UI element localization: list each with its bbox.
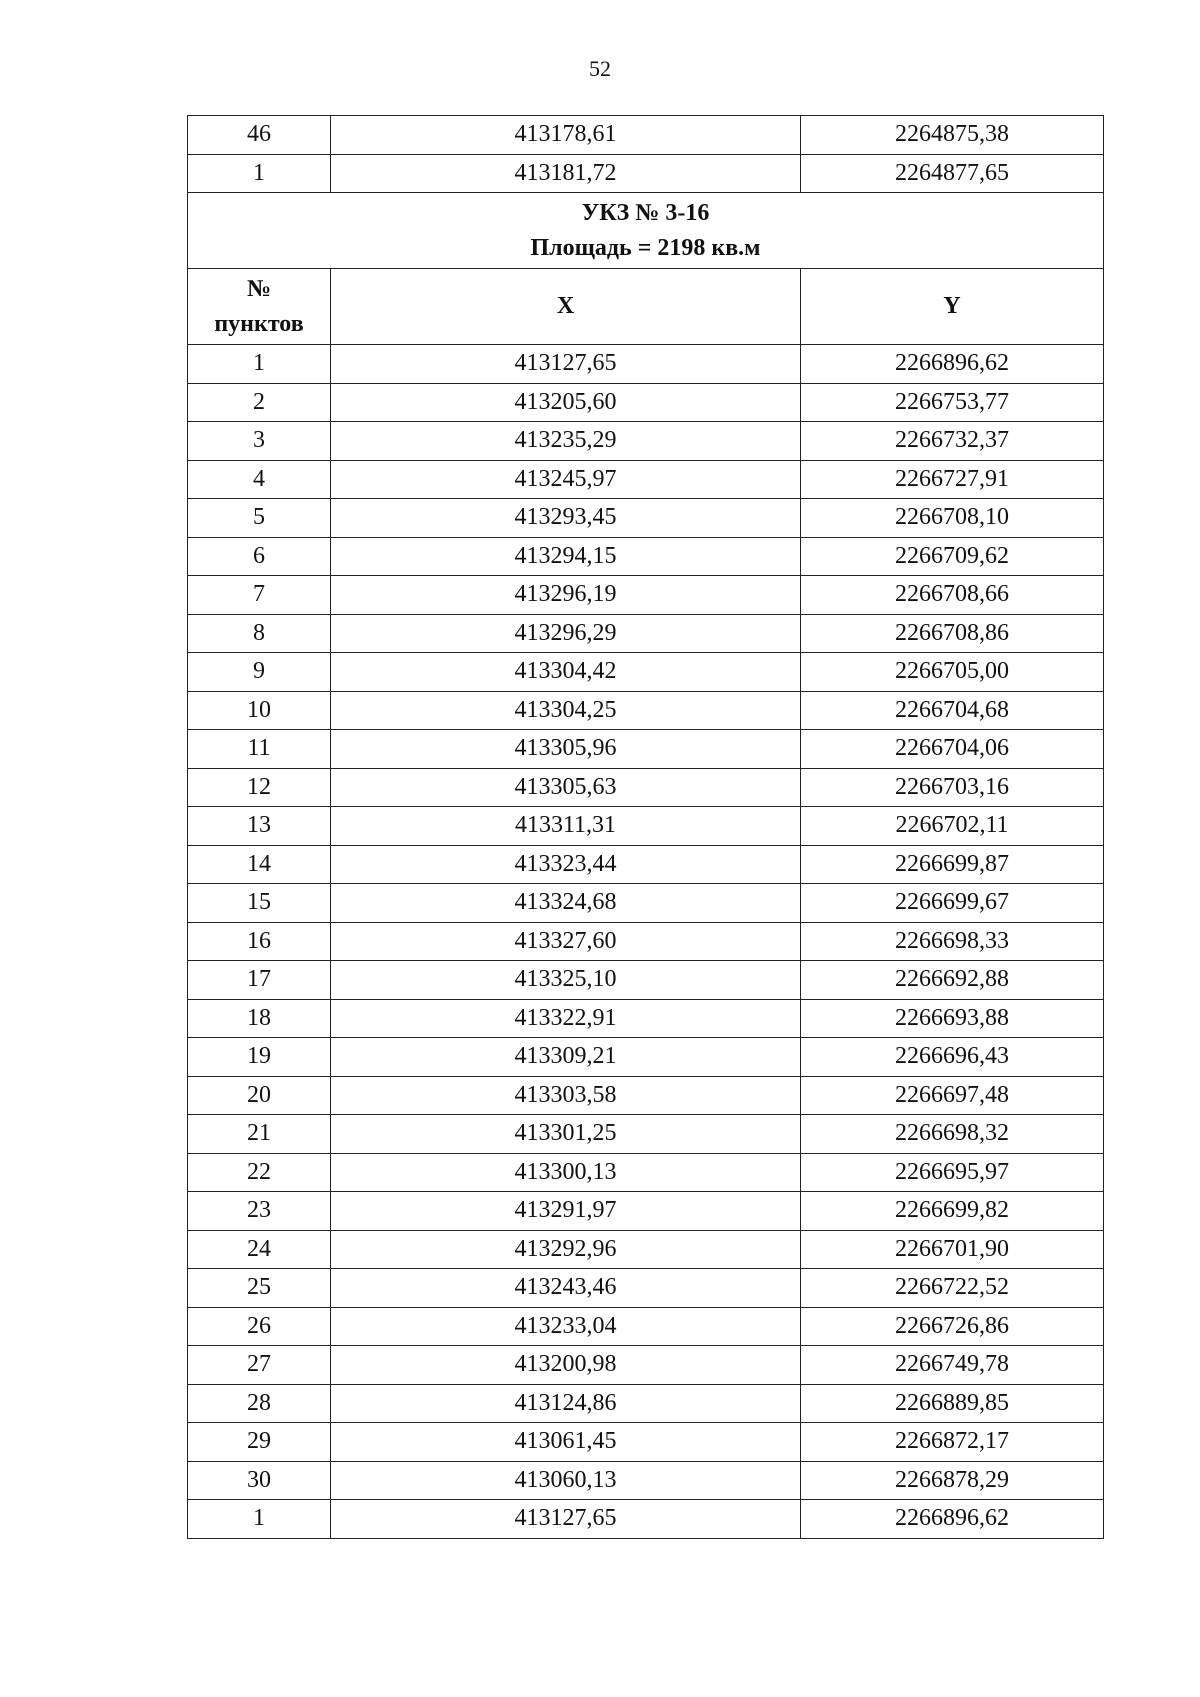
table-row — [188, 922, 1104, 961]
y-coordinate-cell: 2266727,91 — [801, 460, 1104, 499]
y-coordinate-cell: 2266704,68 — [801, 691, 1104, 730]
table-row — [188, 653, 1104, 692]
point-number-cell: 11 — [188, 730, 331, 769]
x-coordinate-cell: 413124,86 — [331, 1384, 801, 1423]
x-coordinate-cell: 413303,58 — [331, 1076, 801, 1115]
point-number-cell: 16 — [188, 922, 331, 961]
x-coordinate-cell: 413311,31 — [331, 807, 801, 846]
point-number-cell: 3 — [188, 422, 331, 461]
point-number-cell: 15 — [188, 884, 331, 923]
table-row — [188, 961, 1104, 1000]
point-number-cell: 1 — [188, 345, 331, 384]
point-number-cell: 7 — [188, 576, 331, 615]
table-row — [188, 845, 1104, 884]
point-number-cell: 12 — [188, 768, 331, 807]
section-area: Площадь = 2198 кв.м — [530, 234, 761, 261]
x-coordinate-cell: 413324,68 — [331, 884, 801, 923]
header-y: Y — [801, 269, 1104, 345]
point-number-cell: 13 — [188, 807, 331, 846]
point-number-cell: 29 — [188, 1423, 331, 1462]
table-row — [188, 768, 1104, 807]
table-row — [188, 1230, 1104, 1269]
table-row — [188, 999, 1104, 1038]
y-coordinate-cell: 2266699,82 — [801, 1192, 1104, 1231]
y-coordinate-cell: 2266698,33 — [801, 922, 1104, 961]
table-row — [188, 730, 1104, 769]
section-title-row — [188, 193, 1104, 269]
section-title: УКЗ № 3-16 — [581, 199, 710, 226]
coordinate-rows — [188, 345, 1104, 1539]
table-row — [188, 884, 1104, 923]
y-coordinate-cell: 2266698,32 — [801, 1115, 1104, 1154]
y-coordinate-cell: 2266702,11 — [801, 807, 1104, 846]
x-coordinate-cell: 413292,96 — [331, 1230, 801, 1269]
x-coordinate-cell: 413309,21 — [331, 1038, 801, 1077]
header-number-sign: № — [246, 275, 272, 302]
point-number-cell: 4 — [188, 460, 331, 499]
table-row — [188, 1115, 1104, 1154]
x-coordinate-cell: 413304,42 — [331, 653, 801, 692]
point-number-cell: 20 — [188, 1076, 331, 1115]
point-number-cell: 23 — [188, 1192, 331, 1231]
table-row — [188, 1076, 1104, 1115]
section-title-cell — [188, 193, 1104, 269]
table-row — [188, 576, 1104, 615]
y-coordinate-cell: 2264875,38 — [801, 116, 1104, 155]
x-coordinate-cell: 413327,60 — [331, 922, 801, 961]
table-row — [188, 1423, 1104, 1462]
section-header — [188, 193, 1104, 345]
x-coordinate-cell: 413200,98 — [331, 1346, 801, 1385]
y-coordinate-cell: 2266704,06 — [801, 730, 1104, 769]
y-coordinate-cell: 2266889,85 — [801, 1384, 1104, 1423]
table-row — [188, 1346, 1104, 1385]
x-coordinate-cell: 413293,45 — [331, 499, 801, 538]
table-row — [188, 1307, 1104, 1346]
point-number-cell: 24 — [188, 1230, 331, 1269]
y-coordinate-cell: 2266708,10 — [801, 499, 1104, 538]
point-number-cell: 21 — [188, 1115, 331, 1154]
table-row — [188, 1384, 1104, 1423]
x-coordinate-cell: 413127,65 — [331, 345, 801, 384]
y-coordinate-cell: 2264877,65 — [801, 154, 1104, 193]
y-coordinate-cell: 2266695,97 — [801, 1153, 1104, 1192]
y-coordinate-cell: 2266697,48 — [801, 1076, 1104, 1115]
point-number-cell: 10 — [188, 691, 331, 730]
table-row — [188, 499, 1104, 538]
page-number: 52 — [589, 56, 611, 81]
x-coordinate-cell: 413243,46 — [331, 1269, 801, 1308]
point-number-cell: 1 — [188, 154, 331, 193]
header-x: X — [331, 269, 801, 345]
point-number-cell: 9 — [188, 653, 331, 692]
table-row — [188, 422, 1104, 461]
header-point-number — [188, 269, 331, 345]
x-coordinate-cell: 413061,45 — [331, 1423, 801, 1462]
column-header-row — [188, 269, 1104, 345]
x-coordinate-cell: 413178,61 — [331, 116, 801, 155]
point-number-cell: 5 — [188, 499, 331, 538]
x-coordinate-cell: 413323,44 — [331, 845, 801, 884]
table-row — [188, 1461, 1104, 1500]
table-row — [188, 691, 1104, 730]
y-coordinate-cell: 2266699,87 — [801, 845, 1104, 884]
point-number-cell: 25 — [188, 1269, 331, 1308]
point-number-cell: 30 — [188, 1461, 331, 1500]
header-points-label: пунктов — [214, 310, 304, 337]
coordinates-table — [187, 115, 1104, 1539]
x-coordinate-cell: 413181,72 — [331, 154, 801, 193]
table-row — [188, 1153, 1104, 1192]
y-coordinate-cell: 2266692,88 — [801, 961, 1104, 1000]
x-coordinate-cell: 413205,60 — [331, 383, 801, 422]
y-coordinate-cell: 2266693,88 — [801, 999, 1104, 1038]
y-coordinate-cell: 2266753,77 — [801, 383, 1104, 422]
x-coordinate-cell: 413301,25 — [331, 1115, 801, 1154]
y-coordinate-cell: 2266896,62 — [801, 1500, 1104, 1539]
point-number-cell: 8 — [188, 614, 331, 653]
x-coordinate-cell: 413127,65 — [331, 1500, 801, 1539]
table-row — [188, 345, 1104, 384]
y-coordinate-cell: 2266703,16 — [801, 768, 1104, 807]
point-number-cell: 18 — [188, 999, 331, 1038]
point-number-cell: 14 — [188, 845, 331, 884]
x-coordinate-cell: 413296,29 — [331, 614, 801, 653]
y-coordinate-cell: 2266726,86 — [801, 1307, 1104, 1346]
table-row — [188, 1192, 1104, 1231]
y-coordinate-cell: 2266878,29 — [801, 1461, 1104, 1500]
x-coordinate-cell: 413305,96 — [331, 730, 801, 769]
x-coordinate-cell: 413060,13 — [331, 1461, 801, 1500]
x-coordinate-cell: 413322,91 — [331, 999, 801, 1038]
point-number-cell: 46 — [188, 116, 331, 155]
point-number-cell: 19 — [188, 1038, 331, 1077]
point-number-cell: 2 — [188, 383, 331, 422]
y-coordinate-cell: 2266708,86 — [801, 614, 1104, 653]
point-number-cell: 17 — [188, 961, 331, 1000]
y-coordinate-cell: 2266709,62 — [801, 537, 1104, 576]
x-coordinate-cell: 413304,25 — [331, 691, 801, 730]
table-row — [188, 1500, 1104, 1539]
table-row — [188, 383, 1104, 422]
y-coordinate-cell: 2266722,52 — [801, 1269, 1104, 1308]
x-coordinate-cell: 413305,63 — [331, 768, 801, 807]
point-number-cell: 26 — [188, 1307, 331, 1346]
x-coordinate-cell: 413233,04 — [331, 1307, 801, 1346]
x-coordinate-cell: 413245,97 — [331, 460, 801, 499]
table-row — [188, 614, 1104, 653]
point-number-cell: 1 — [188, 1500, 331, 1539]
table-row — [188, 460, 1104, 499]
y-coordinate-cell: 2266749,78 — [801, 1346, 1104, 1385]
table-row — [188, 807, 1104, 846]
y-coordinate-cell: 2266732,37 — [801, 422, 1104, 461]
point-number-cell: 6 — [188, 537, 331, 576]
x-coordinate-cell: 413300,13 — [331, 1153, 801, 1192]
table-row — [188, 537, 1104, 576]
y-coordinate-cell: 2266705,00 — [801, 653, 1104, 692]
table-row — [188, 1269, 1104, 1308]
y-coordinate-cell: 2266696,43 — [801, 1038, 1104, 1077]
table-row — [188, 116, 1104, 155]
table-row — [188, 1038, 1104, 1077]
point-number-cell: 22 — [188, 1153, 331, 1192]
y-coordinate-cell: 2266701,90 — [801, 1230, 1104, 1269]
y-coordinate-cell: 2266896,62 — [801, 345, 1104, 384]
point-number-cell: 27 — [188, 1346, 331, 1385]
continuation-rows — [188, 116, 1104, 193]
y-coordinate-cell: 2266708,66 — [801, 576, 1104, 615]
x-coordinate-cell: 413291,97 — [331, 1192, 801, 1231]
y-coordinate-cell: 2266699,67 — [801, 884, 1104, 923]
table-row — [188, 154, 1104, 193]
y-coordinate-cell: 2266872,17 — [801, 1423, 1104, 1462]
x-coordinate-cell: 413325,10 — [331, 961, 801, 1000]
point-number-cell: 28 — [188, 1384, 331, 1423]
x-coordinate-cell: 413296,19 — [331, 576, 801, 615]
x-coordinate-cell: 413294,15 — [331, 537, 801, 576]
x-coordinate-cell: 413235,29 — [331, 422, 801, 461]
